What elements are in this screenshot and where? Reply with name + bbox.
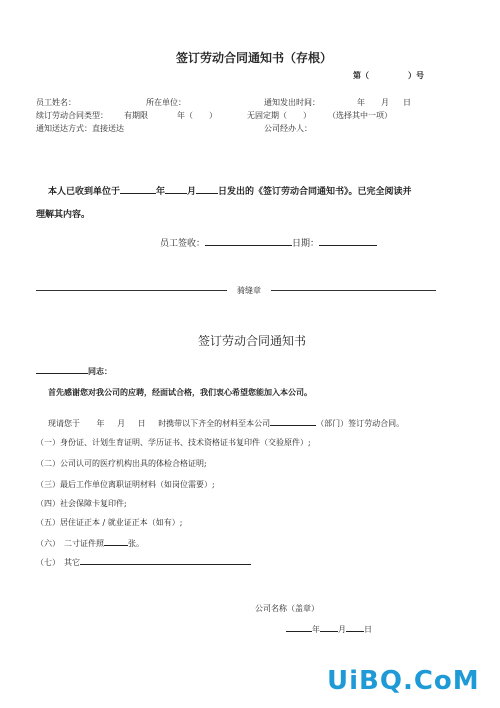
receipt-day-blank[interactable] [196, 184, 218, 194]
stub-title: 签订劳动合同通知书（存根） [176, 51, 333, 65]
seam-line-left [36, 290, 227, 291]
date-blank[interactable] [319, 236, 377, 246]
request-month: 月 [117, 419, 126, 428]
request-day: 日 [137, 419, 146, 428]
contract-type-label: 续订劳动合同类型： [36, 111, 108, 120]
receipt-text-b: 年 [156, 187, 166, 197]
item-6-text: （六） 二寸证件照 [36, 539, 104, 548]
company-year: 年 [312, 625, 320, 634]
delivery-method: 通知送达方式：直接送达 [36, 124, 124, 133]
other-blank[interactable] [80, 555, 251, 565]
date-label: 日期： [292, 239, 320, 249]
company-name-label: 公司名称（盖章） [255, 604, 319, 613]
signature-label: 员工签收： [160, 239, 206, 249]
company-day: 日 [364, 625, 372, 634]
open-term-option: 无固定期（ ） [247, 111, 311, 120]
request-text-f: （部门）签订劳动合同。 [316, 419, 405, 428]
company-day-blank[interactable] [346, 622, 364, 632]
receipt-text-a: 本人已收到单位于 [48, 187, 121, 197]
greeting-text: 同志： [88, 366, 112, 376]
receipt-year-blank[interactable] [120, 184, 156, 194]
item-5: （五）居住证正本 / 就业证正本（如有）; [36, 518, 183, 527]
receipt-month-blank[interactable] [165, 184, 187, 194]
department-label: 所在单位： [146, 98, 186, 107]
company-month: 月 [338, 625, 346, 634]
seam-label: 骑缝章 [237, 286, 261, 295]
item-7-text: （七） 其它 [36, 558, 80, 567]
item-6 [36, 536, 144, 549]
item-7 [36, 555, 251, 568]
item-3: （三）最后工作单位离职证明材料（如岗位需要）; [36, 480, 215, 489]
seam-line-right [271, 290, 436, 291]
receipt-text-c: 月 [187, 187, 197, 197]
employee-name-label: 员工姓名： [36, 98, 76, 107]
name-blank[interactable] [36, 364, 88, 374]
company-month-blank[interactable] [320, 622, 338, 632]
notice-day: 日 [403, 98, 411, 107]
watermark-logo: UiBQ.CoM [327, 666, 480, 696]
request-text-e: 时携带以下齐全的材料至本公司 [158, 419, 271, 428]
agent-label: 公司经办人： [264, 124, 312, 133]
item-6-unit: 张。 [128, 539, 144, 548]
number-suffix: ）号 [408, 70, 424, 80]
receipt-text-e: 理解其内容。 [36, 210, 91, 220]
notice-time-label: 通知发出时间： [264, 98, 320, 107]
item-2: （二）公司认可的医疗机构出具的体检合格证明; [36, 459, 207, 468]
choose-one-note: （选择其中一项） [328, 111, 392, 120]
receipt-line [48, 184, 412, 197]
request-line [48, 416, 404, 429]
company-year-blank[interactable] [286, 622, 312, 632]
fixed-term-option: 有期限 [124, 111, 148, 120]
number-prefix: 第（ [353, 70, 369, 80]
notice-year: 年 [357, 98, 365, 107]
item-1: （一）身份证、计划生育证明、学历证书、技术资格证书复印件（交验原件）; [36, 438, 311, 447]
fixed-term-years: 年（ ） [177, 111, 217, 120]
photo-count-blank[interactable] [104, 536, 128, 546]
department-blank[interactable] [270, 416, 316, 426]
receipt-text-d: 日发出的《签订劳动合同通知书》。已完全阅读并 [218, 187, 412, 197]
company-date-line [286, 622, 372, 635]
request-year: 年 [96, 419, 105, 428]
signature-blank[interactable] [205, 236, 292, 246]
notice-title: 签订劳动合同通知书 [198, 334, 307, 348]
notice-month: 月 [381, 98, 389, 107]
intro-text: 首先感谢您对我公司的应聘，经面试合格，我们衷心希望您能加入本公司。 [48, 387, 312, 397]
item-4: （四）社会保障卡复印件; [36, 499, 127, 508]
signature-line [160, 236, 377, 249]
greeting-line [36, 364, 112, 377]
request-text-a: 现请您于 [48, 419, 80, 428]
